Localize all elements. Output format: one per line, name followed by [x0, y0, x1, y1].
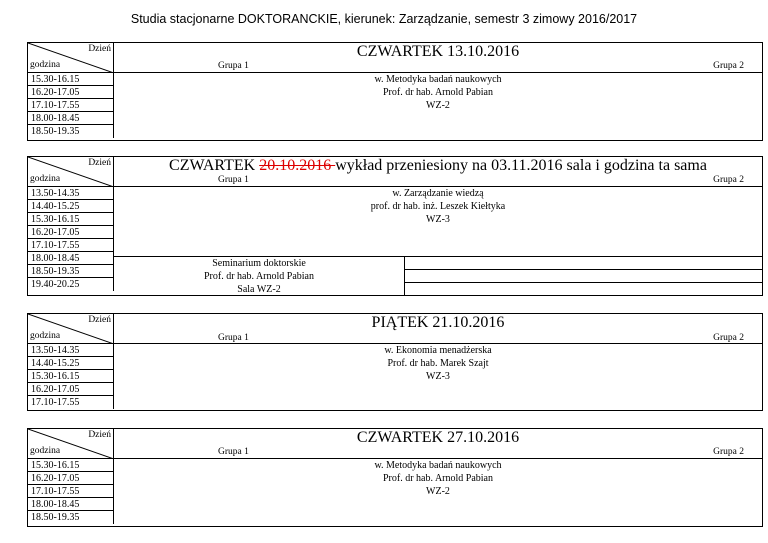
- time-slot: 16.20-17.05: [28, 472, 113, 485]
- lecturer-name: Prof. dr hab. Arnold Pabian: [383, 87, 493, 98]
- lecture-name: w. Metodyka badań naukowych: [374, 74, 502, 85]
- hour-label: godzina: [30, 174, 61, 184]
- time-slot: 16.20-17.05: [28, 383, 113, 396]
- lecture-cell: [114, 187, 762, 226]
- time-slot: 18.50-19.35: [28, 265, 113, 278]
- day-title: CZWARTEK 27.10.2016: [356, 429, 520, 446]
- day-title: CZWARTEK 13.10.2016: [356, 43, 520, 60]
- time-slot: 15.30-16.15: [28, 73, 113, 86]
- schedule-block-thursday-13-10: [27, 42, 763, 141]
- room: WZ-2: [426, 100, 450, 111]
- schedule-block-friday-21-10: [27, 313, 763, 411]
- group1-label: Grupa 1: [218, 61, 249, 71]
- group2-label: Grupa 2: [713, 61, 744, 71]
- room: WZ-3: [426, 214, 450, 225]
- time-slot: 18.50-19.35: [31, 126, 80, 137]
- day-title: PIĄTEK 21.10.2016: [371, 314, 505, 331]
- time-column: [28, 344, 114, 409]
- day-label: Dzień: [88, 158, 111, 168]
- day-label: Dzień: [88, 44, 111, 54]
- time-column: [28, 187, 114, 291]
- time-slot: 17.10-17.55: [31, 397, 80, 408]
- time-slot: 17.10-17.55: [28, 485, 113, 498]
- lecture-cell: [114, 344, 762, 383]
- group2-label: Grupa 2: [713, 447, 744, 457]
- hour-label: godzina: [30, 60, 61, 70]
- group2-label: Grupa 2: [713, 175, 744, 185]
- time-slot: 15.30-16.15: [28, 213, 113, 226]
- hour-label: godzina: [30, 331, 61, 341]
- table-corner-header: [28, 314, 114, 344]
- schedule-block-thursday-27-10: [27, 428, 763, 527]
- time-column: [28, 73, 114, 138]
- time-slot: 15.30-16.15: [28, 459, 113, 472]
- time-slot: 15.30-16.15: [28, 370, 113, 383]
- time-column: [28, 459, 114, 524]
- time-slot: 18.00-18.45: [28, 498, 113, 511]
- lecturer-name: Prof. dr hab. Marek Szajt: [387, 358, 489, 369]
- lecture-cell: [114, 73, 762, 112]
- time-slot: 14.40-15.25: [28, 200, 113, 213]
- rescheduled-note: wykład przeniesiony na 03.11.2016 sala i godzina ta sama: [335, 157, 707, 174]
- seminar-room: Sala WZ-2: [237, 284, 281, 295]
- table-corner-header: [28, 43, 114, 73]
- time-slot: 16.20-17.05: [28, 226, 113, 239]
- time-slot: 13.50-14.35: [28, 344, 113, 357]
- room: WZ-3: [426, 371, 450, 382]
- time-slot: 18.50-19.35: [31, 512, 80, 523]
- lecturer-name: prof. dr hab. inż. Leszek Kiełtyka: [370, 201, 506, 212]
- hour-label: godzina: [30, 446, 61, 456]
- schedule-block-thursday-20-10: [27, 156, 763, 296]
- time-slot: 17.10-17.55: [28, 239, 113, 252]
- lecturer-name: Prof. dr hab. Arnold Pabian: [383, 473, 493, 484]
- time-slot: 18.00-18.45: [28, 112, 113, 125]
- table-corner-header: [28, 157, 114, 187]
- time-slot: 19.40-20.25: [31, 279, 80, 290]
- lecture-name: w. Ekonomia menadżerska: [384, 345, 492, 356]
- group1-label: Grupa 1: [218, 333, 249, 343]
- group2-label: Grupa 2: [713, 333, 744, 343]
- group1-label: Grupa 1: [218, 175, 249, 185]
- table-corner-header: [28, 429, 114, 459]
- lecture-name: w. Metodyka badań naukowych: [374, 460, 502, 471]
- lecture-cell: [114, 459, 762, 498]
- time-slot: 13.50-14.35: [28, 187, 113, 200]
- document-title: Studia stacjonarne DOKTORANCKIE, kierunek: Zarządzanie, semestr 3 zimowy 2016/2017: [130, 12, 638, 26]
- time-slot: 14.40-15.25: [28, 357, 113, 370]
- seminar-lecturer: Prof. dr hab. Arnold Pabian: [204, 271, 314, 282]
- day-label: Dzień: [88, 430, 111, 440]
- lecture-name: w. Zarządzanie wiedzą: [392, 188, 484, 199]
- room: WZ-2: [426, 486, 450, 497]
- day-title: [114, 157, 762, 174]
- day-title-prefix: CZWARTEK: [169, 157, 260, 174]
- time-slot: 16.20-17.05: [28, 86, 113, 99]
- day-label: Dzień: [88, 315, 111, 325]
- seminar-name: Seminarium doktorskie: [212, 258, 306, 269]
- cancelled-date: 20.10.2016: [259, 157, 336, 174]
- time-slot: 17.10-17.55: [28, 99, 113, 112]
- seminar-cell: [114, 257, 404, 296]
- time-slot: 18.00-18.45: [28, 252, 113, 265]
- group1-label: Grupa 1: [218, 447, 249, 457]
